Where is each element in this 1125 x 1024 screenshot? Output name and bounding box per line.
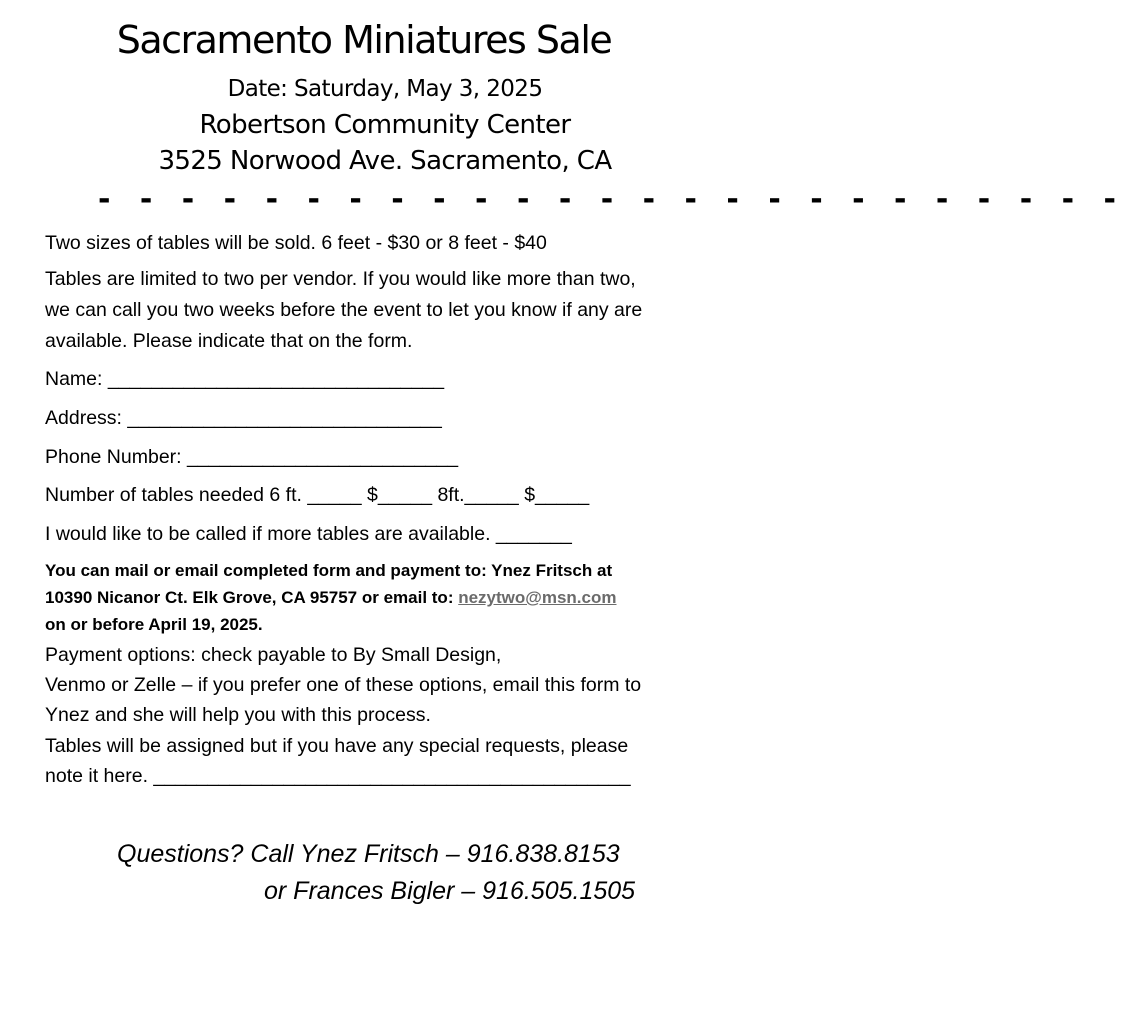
mail-deadline: on or before April 19, 2025.	[45, 615, 263, 634]
payment-line-3: Ynez and she will help you with this process.	[45, 704, 431, 726]
special-requests-field[interactable]: note it here. ____________________________________________	[45, 765, 631, 787]
questions-line-2: or Frances Bigler – 916.505.1505	[264, 877, 636, 905]
tables-needed-field[interactable]: Number of tables needed 6 ft. _____ $_____ 8ft._____ $_____	[45, 484, 590, 506]
payment-line-1: Payment options: check payable to By Small Design,	[45, 644, 502, 666]
table-sizes-text: Two sizes of tables will be sold. 6 feet - $30 or 8 feet - $40	[45, 232, 547, 254]
address-field[interactable]: Address: _____________________________	[45, 407, 442, 429]
special-requests-line-1: Tables will be assigned but if you have any special requests, please	[45, 735, 629, 757]
callback-field[interactable]: I would like to be called if more tables are available. _______	[45, 523, 572, 545]
event-date: Date: Saturday, May 3, 2025	[227, 76, 543, 102]
questions-line-1: Questions? Call Ynez Fritsch – 916.838.8153	[117, 840, 620, 868]
dashed-divider: - - - - - - - - - - - - - - - - - - - - - - - - -	[98, 182, 1125, 217]
mail-instructions-line-2	[45, 584, 725, 611]
event-venue: Robertson Community Center	[199, 110, 571, 140]
phone-field[interactable]: Phone Number: _________________________	[45, 446, 459, 468]
payment-line-2: Venmo or Zelle – if you prefer one of these options, email this form to	[45, 674, 642, 696]
mail-address-text: 10390 Nicanor Ct. Elk Grove, CA 95757 or email to:	[45, 588, 459, 607]
email-link[interactable]: nezytwo@msn.com	[458, 588, 617, 607]
name-field[interactable]: Name: _______________________________	[45, 368, 445, 390]
limit-text-line-1: Tables are limited to two per vendor. If you would like more than two,	[45, 268, 636, 290]
page-title: Sacramento Miniatures Sale	[116, 18, 612, 62]
mail-instructions-line-1: You can mail or email completed form and payment to: Ynez Fritsch at	[45, 561, 613, 580]
limit-text-line-2: we can call you two weeks before the event to let you know if any are	[45, 299, 643, 321]
limit-text-line-3: available. Please indicate that on the form.	[45, 330, 413, 352]
event-address: 3525 Norwood Ave. Sacramento, CA	[158, 146, 612, 176]
